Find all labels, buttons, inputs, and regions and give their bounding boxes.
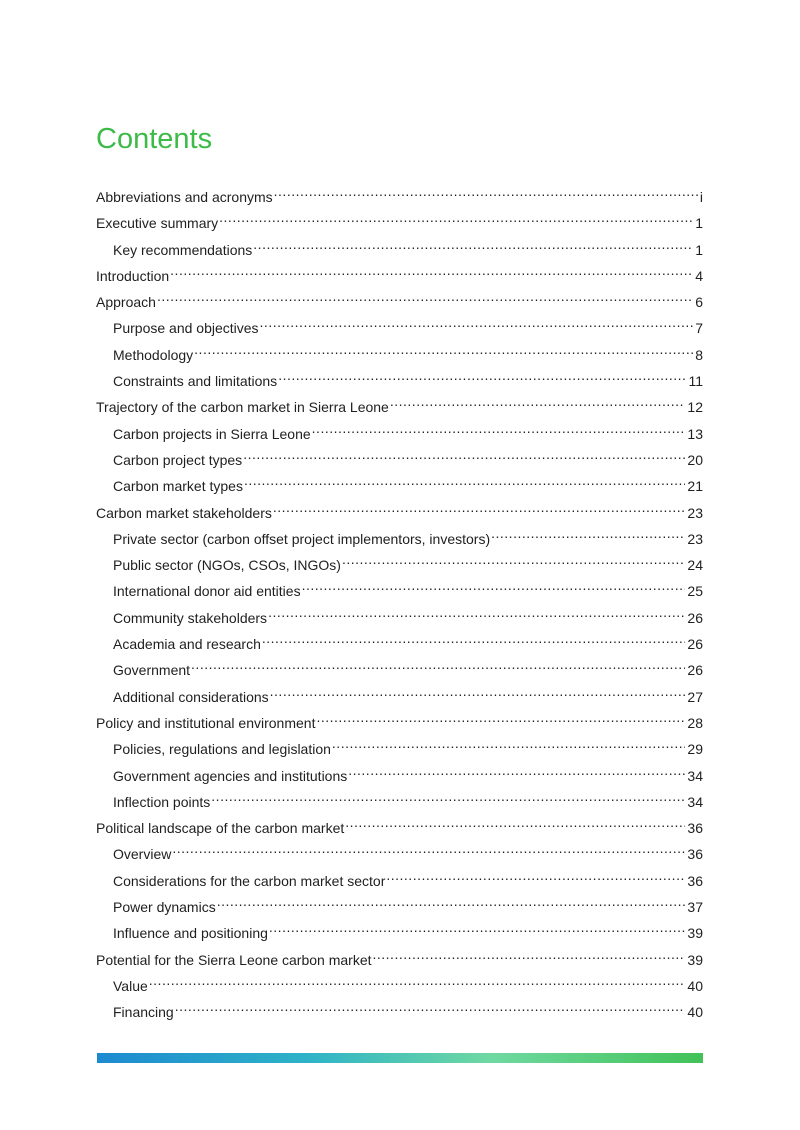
toc-entry-label: Influence and positioning — [113, 925, 268, 942]
toc-dot-leader — [175, 995, 686, 1017]
toc-entry[interactable] — [96, 601, 703, 627]
toc-dot-leader — [345, 811, 685, 833]
toc-dot-leader — [312, 417, 686, 439]
toc-entry-page-number: 26 — [687, 636, 703, 653]
toc-entry-label: Considerations for the carbon market sector — [113, 872, 386, 889]
toc-entry-label: Additional considerations — [113, 688, 269, 705]
toc-entry-page-number: 37 — [687, 899, 703, 916]
toc-dot-leader — [217, 890, 686, 912]
toc-dot-leader — [278, 364, 686, 386]
toc-entry[interactable] — [96, 574, 703, 600]
toc-dot-leader — [316, 706, 685, 728]
toc-dot-leader — [270, 680, 686, 702]
toc-entry-page-number: 40 — [687, 1004, 703, 1021]
toc-entry[interactable] — [96, 890, 703, 916]
toc-entry-label: Trajectory of the carbon market in Sierra Leone — [96, 399, 389, 416]
toc-entry-label: Community stakeholders — [113, 609, 268, 626]
toc-entry-page-number: 8 — [695, 346, 703, 363]
toc-entry-label: Policy and institutional environment — [96, 714, 316, 731]
toc-entry-label: Approach — [96, 294, 156, 311]
toc-entry[interactable] — [96, 469, 703, 495]
toc-entry-label: Public sector (NGOs, CSOs, INGOs) — [113, 557, 341, 574]
toc-entry[interactable] — [96, 627, 703, 653]
toc-entry-page-number: 23 — [687, 530, 703, 547]
toc-entry[interactable] — [96, 811, 703, 837]
toc-entry[interactable] — [96, 785, 703, 811]
toc-dot-leader — [302, 574, 686, 596]
toc-entry-page-number: 21 — [687, 478, 703, 495]
toc-entry-page-number: i — [699, 189, 703, 205]
toc-entry-page-number: 26 — [687, 662, 703, 679]
toc-entry[interactable] — [96, 548, 703, 574]
toc-entry-page-number: 23 — [687, 504, 703, 521]
toc-entry[interactable] — [96, 364, 703, 390]
toc-entry-page-number: 12 — [687, 399, 703, 416]
toc-dot-leader — [268, 601, 685, 623]
toc-entry[interactable] — [96, 522, 703, 548]
toc-entry-page-number: 24 — [687, 557, 703, 574]
toc-entry[interactable] — [96, 759, 703, 785]
toc-entry-label: Abbreviations and acronyms — [96, 189, 273, 205]
toc-entry-label: Financing — [113, 1004, 174, 1021]
toc-entry[interactable] — [96, 837, 703, 863]
toc-entry-page-number: 6 — [695, 294, 703, 311]
toc-entry[interactable] — [96, 417, 703, 443]
toc-entry-page-number: 27 — [687, 688, 703, 705]
toc-entry-page-number: 1 — [695, 215, 703, 232]
table-of-contents — [96, 180, 703, 1022]
toc-entry[interactable] — [96, 496, 703, 522]
toc-entry[interactable] — [96, 706, 703, 732]
toc-entry-page-number: 26 — [687, 609, 703, 626]
toc-dot-leader — [262, 627, 686, 649]
toc-entry[interactable] — [96, 916, 703, 942]
toc-entry-page-number: 39 — [687, 951, 703, 968]
toc-entry-page-number: 36 — [687, 872, 703, 889]
toc-dot-leader — [260, 311, 694, 333]
toc-dot-leader — [149, 969, 686, 991]
toc-entry-page-number: 29 — [687, 741, 703, 758]
toc-entry-label: Power dynamics — [113, 899, 216, 916]
footer-gradient-bar — [97, 1053, 703, 1063]
toc-entry-page-number: 36 — [687, 820, 703, 837]
toc-entry-label: Carbon project types — [113, 451, 243, 468]
toc-entry-page-number: 20 — [687, 451, 703, 468]
toc-entry-page-number: 7 — [695, 320, 703, 337]
toc-entry-label: Constraints and limitations — [113, 373, 278, 390]
toc-entry-label: Private sector (carbon offset project implementors, investors) — [113, 530, 491, 547]
toc-entry-label: Key recommendations — [113, 241, 253, 258]
toc-dot-leader — [191, 653, 685, 675]
toc-entry[interactable] — [96, 338, 703, 364]
toc-dot-leader — [386, 864, 685, 886]
toc-dot-leader — [157, 285, 693, 307]
toc-entry-page-number: 11 — [688, 373, 703, 390]
toc-entry-label: Carbon market types — [113, 478, 243, 495]
toc-dot-leader — [219, 206, 693, 228]
toc-entry-label: Potential for the Sierra Leone carbon market — [96, 951, 372, 968]
toc-dot-leader — [274, 180, 698, 202]
toc-entry[interactable] — [96, 864, 703, 890]
toc-entry-page-number: 34 — [687, 767, 703, 784]
toc-entry-label: Purpose and objectives — [113, 320, 259, 337]
toc-entry[interactable] — [96, 653, 703, 679]
toc-entry-label: Carbon market stakeholders — [96, 504, 272, 521]
toc-entry-page-number: 40 — [687, 977, 703, 994]
toc-entry-label: Policies, regulations and legislation — [113, 741, 331, 758]
toc-entry[interactable] — [96, 969, 703, 995]
toc-entry-page-number: 34 — [687, 793, 703, 810]
toc-entry[interactable] — [96, 995, 703, 1021]
toc-entry[interactable] — [96, 180, 703, 206]
toc-entry-label: Executive summary — [96, 215, 219, 232]
toc-dot-leader — [491, 522, 685, 544]
toc-entry-page-number: 39 — [687, 925, 703, 942]
toc-entry-label: International donor aid entities — [113, 583, 301, 600]
toc-entry-label: Overview — [113, 846, 172, 863]
toc-dot-leader — [273, 496, 686, 518]
toc-dot-leader — [390, 390, 686, 412]
toc-entry-page-number: 1 — [695, 241, 703, 258]
toc-entry-label: Introduction — [96, 267, 170, 284]
toc-entry-label: Value — [113, 977, 148, 994]
toc-entry-page-number: 28 — [687, 714, 703, 731]
toc-entry[interactable] — [96, 390, 703, 416]
toc-entry[interactable] — [96, 680, 703, 706]
toc-dot-leader — [243, 443, 685, 465]
toc-dot-leader — [194, 338, 693, 360]
toc-entry-label: Government agencies and institutions — [113, 767, 348, 784]
toc-dot-leader — [211, 785, 685, 807]
toc-entry[interactable] — [96, 233, 703, 259]
toc-entry-page-number: 13 — [687, 425, 703, 442]
toc-entry-page-number: 25 — [687, 583, 703, 600]
toc-entry-label: Political landscape of the carbon market — [96, 820, 345, 837]
toc-entry-label: Academia and research — [113, 636, 261, 653]
toc-entry[interactable] — [96, 285, 703, 311]
toc-entry-label: Carbon projects in Sierra Leone — [113, 425, 311, 442]
toc-dot-leader — [172, 837, 685, 859]
toc-dot-leader — [269, 916, 686, 938]
toc-entry-label: Government — [113, 662, 191, 679]
toc-dot-leader — [348, 759, 685, 781]
toc-dot-leader — [332, 732, 686, 754]
toc-entry-label: Methodology — [113, 346, 194, 363]
toc-entry[interactable] — [96, 259, 703, 285]
toc-entry[interactable] — [96, 443, 703, 469]
toc-entry[interactable] — [96, 206, 703, 232]
toc-dot-leader — [373, 943, 686, 965]
toc-dot-leader — [170, 259, 693, 281]
toc-entry[interactable] — [96, 311, 703, 337]
toc-entry-page-number: 36 — [687, 846, 703, 863]
toc-entry-label: Inflection points — [113, 793, 211, 810]
toc-dot-leader — [342, 548, 685, 570]
toc-dot-leader — [253, 233, 693, 255]
toc-dot-leader — [244, 469, 685, 491]
page-title: Contents — [96, 123, 213, 155]
toc-entry-page-number: 4 — [695, 267, 703, 284]
toc-entry[interactable] — [96, 943, 703, 969]
toc-entry[interactable] — [96, 732, 703, 758]
